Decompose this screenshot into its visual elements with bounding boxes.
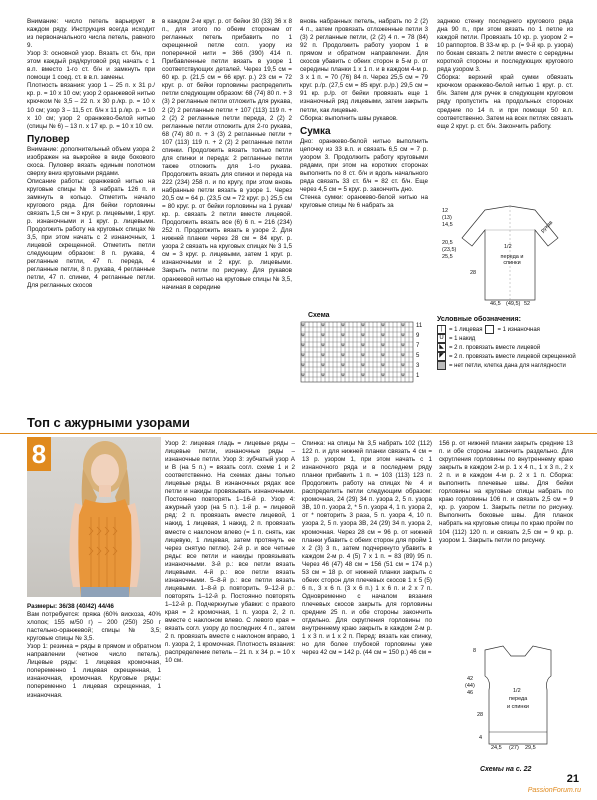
schema-row-numbers [416, 321, 422, 381]
bottom-diagram-num-44: (44) [465, 683, 475, 689]
schema-yarnover-mark: U [361, 372, 365, 377]
schema-yarnover-mark: U [361, 332, 365, 337]
k2tog-twisted-symbol-icon: ◤ [437, 352, 446, 361]
diagram-num-bottom-2: (49,5) [506, 301, 521, 307]
legend-item-k2tog: ◣ = 2 п. провязать вместе лицевой [437, 343, 577, 352]
schema-title: Схема [308, 312, 330, 319]
schema-yarnover-mark: U [401, 322, 405, 327]
schema-grid-svg [300, 321, 415, 383]
row-number: 11 [416, 323, 423, 329]
bottom-diagram-front: переда [509, 696, 528, 702]
diagram-label-front-back: переда и спинки [500, 254, 524, 266]
schema-yarnover-mark: U [341, 342, 345, 347]
row-number: 1 [416, 373, 420, 379]
schema-yarnover-mark: U [341, 332, 345, 337]
bag-wall-continued: заднюю стенку последнего кругового ряда дна 90 п., при этом вязать по 1 петле из каждой петли. Провязать 10 кр. р. узором 2 = 10 раппортов. В 33-м кр. р. (= 9-й кр. р. узора) по бокам связать 2 петли вместе с середины короткой стороны и последующих кругового ряда узором 3. [437, 18, 573, 74]
schema-yarnover-mark: U [361, 362, 365, 367]
schema-yarnover-mark: U [401, 342, 405, 347]
page-number: 21 [566, 773, 579, 785]
diagram-num-bottom-1: 46,5 [490, 301, 501, 307]
schema-yarnover-mark: U [381, 342, 385, 347]
pullover-description: Описание работы: оранжевой нитью на круговые спицы № 3 набрать 126 п. и замкнуть в кольцо. Отметить начало кругового ряда. Для бейки горловины связать 1,5 см = 3 круг. р. лицевыми, 1 круг. р. изнаночными и 1 круг. р. лицевыми. Продолжить работу на круговых спицах № 3,5, при этом начать с 2 изнаночных, 1 лицевой скрещенной. Отметить петли следующим образом: 8 п. рукава, 4 регланные петли, 47 п. переда, 4 регланные петли, 8 п. рукава, 4 регланные петли, 47 п. спинки, 4 регланные петли. Для регланных скосов [27, 177, 155, 290]
bag-wall-text: Стенка сумки: оранжево-белой нитью на круговые спицы № 6 набрать за [300, 193, 428, 209]
top-pattern-diagram [455, 640, 573, 765]
row-number: 5 [416, 353, 420, 359]
bottom-diagram-num-28: 28 [477, 712, 484, 718]
gauge-paragraph: Плотность вязания: узор 1 – 25 п. х 31 р./кр. р. = 10 х 10 см; узор 2 оранжевой нитью крючком № 3,5 – 22 п. х 30 р./кр. р. = 10 х 10 см; узор 3 – 11,5 ст. б/н х 11 р./кр. р. = 10 х 10 см; узор 2 оранжево-белой нитью (спицы № 6) – 13 п. х 17 кр. р. = 10 х 10 см. [27, 82, 155, 130]
schema-yarnover-mark: U [301, 362, 305, 367]
schemes-reference: Схемы на с. 22 [480, 766, 532, 773]
patterns-text: Узор 2: лицевая гладь = лицевые ряды – лицевые петли, изнаночные ряды – изнаночные петли. Узор 3: зубчатый узор A и B (на 5 п.) = вязать согл. схеме 1 и 2 соответственно. На схемах даны только лицевые ряды. В изнаночных рядах все петли и накиды провязывать изнаночными. Постоянно повторять 1–16-й р. Узор 4: ажурный узор (на 5 п.). 1-й р. = лицевой ряд: 2 п. провязать вместе лицевой, 1 накид, 1 лицевая, 1 накид, 2 п. провязать вместе с наклоном влево (= 1 п. снять, как лицевую, 1 лицевая, затем протянуть ее через снятую петлю). 2-й р. и все четные ряды: все петли и накиды провязывать изнаночными. 3-й р.: все петли вязать лицевыми. 4-й р.: все петли вязать изнаночными. 5–8-й р.: все петли вязать лицевыми. 1–8-й р. повторить. 9–12-й р.: повторять 1–12-й р. Постоянно повторять 1–12-й р. Подчеркнутые убавки: с правого края = 2 кромочная, 1 п. узора 2, 2 п. вместе с наклоном влево. С левого края = вязать согл. узору до последних 4 п., затем 2 п. провязать вместе с наклоном вправо, 1 п. узора 2, 1 кромочная. Плотность вязания: распределение петель – 21 п. х 34 р. = 10 х 10 см. [165, 440, 295, 665]
diagram-num-left-3: 14,5 [442, 222, 453, 228]
schema-yarnover-mark: U [361, 342, 365, 347]
bottom-diagram-num-295: 29,5 [525, 745, 536, 751]
legend-item-k2tog-twisted: ◤ = 2 п. провязать вместе лицевой скрещенной [437, 352, 577, 361]
schema-yarnover-mark: U [301, 342, 305, 347]
diagram-label-half: 1/2 [504, 244, 512, 250]
no-stitch-symbol-icon [437, 361, 446, 370]
diagram-num-bottom-3: 52 [524, 301, 531, 307]
schema-yarnover-mark: U [341, 372, 345, 377]
model-photo [27, 437, 161, 597]
diagram-num-left-7: 25,5 [442, 254, 453, 260]
schema-yarnover-mark: U [381, 362, 385, 367]
purl-symbol-icon [485, 325, 494, 334]
pullover-pattern-diagram [440, 200, 575, 308]
column-1-bottom [27, 603, 161, 700]
banner-title: Топ с ажурными узорами [27, 415, 190, 430]
bottom-diagram-back: и спинки [507, 704, 529, 710]
diagram-num-left-5: 20,5 [442, 240, 453, 246]
schema-yarnover-mark: U [321, 332, 325, 337]
schema-chart [300, 312, 430, 384]
schema-yarnover-mark: U [341, 322, 345, 327]
legend-item-yarnover: U = 1 накид [437, 334, 577, 343]
back-front-text: Спинка: на спицы № 3,5 набрать 102 (112) 122 п. и для нижней планки связать 4 см = 13 р. узором 1, при этом начать с 1 изнаночного ряда и в последнем ряду планки прибавить 1 п. = 103 (113) 123 п. Продолжить работу на спицах № 4 и распределить петли следующим образом: кромочная, 24 (29) 34 п. узора 2, 5 п. узора 3B, 10 п. узора 2, * 5 п. узора 4, 1 п. узора 2, от * повторить 3 раза, 5 п. узора 4, 10 п. узора 2, 5 п. узора 3B, 24 (29) 34 п. узора 2, кромочная. Через 28 см = 96 р. от нижней планки убавить с обеих сторон для пройм 1 х 2 (3) 3 п., затем подчеркнуто убавить в каждом 2-м р. 4 (5) 7 х 1 п. = 83 (89) 95 п. Через 46 (47) 48 см = 156 (51 см = 174 р.) 53 см = 18 р. от нижней планки закрыть с обеих сторон для плечевых скосов 1 х 5 (5) 6 п., 3 х 6 п. (3 х 6 п.) 1 х 6 п. и 2 х 7 п. Одновременно с началом вязания плечевых скосов закрыть для горловины средние 25 п. и обе стороны закончить отдельно. Для скругления горловины по внутреннему краю закрыть в каждом 2-м р. 1 х 3 п. и 1 х 2 п. Перед: вязать как спинку, но для более глубокой горловины уже через 42 см = 142 р. (44 см = 150 р.) 46 см = [302, 440, 432, 657]
bottom-diagram-half: 1/2 [513, 688, 521, 694]
legend-title: Условные обозначения: [437, 316, 521, 323]
bottom-diagram-num-27: (27) [509, 745, 519, 751]
schema-yarnover-mark: U [301, 372, 305, 377]
site-watermark: PassionForum.ru [527, 787, 581, 794]
assembly-top-text: 156 р. от нижней планки закрыть средние 13 п. и обе стороны закончить раздельно. Для скругления горловины по внутреннему краю закрыть в каждом 2-м р. 1 х 4 п., 1 х 3 п., 2 х 2 п. и в каждом 4-м р. 2 х 1 п. Сборка: выполнить плечевые швы. Для бейки горловины на круговые спицы набрать по краю горловины 106 п. и связать 2,5 см = 9 кр. р. узором 1. Закрыть петли по рисунку. Выполнить боковые швы. Для планок набрать на круговые спицы по краю пройм по 104 (112) 120 п. и связать 2,5 см = 9 кр. р. узором 1. Закрыть петли по рисунку. [439, 440, 573, 544]
materials-text: Вам потребуется: пряжа (60% вискоза, 40% хлопок; 155 м/50 г) – 200 (250) 250 г пастельно-оранжевой; спицы № 3,5; круговые спицы № 3,5. [27, 611, 161, 643]
schema-yarnover-mark: U [301, 332, 305, 337]
schema-yarnover-mark: U [401, 352, 405, 357]
schema-yarnover-mark: U [321, 362, 325, 367]
bag-assembly: Сборка: верхний край сумки обвязать крючком оранжево-белой нитью 1 круг. р. ст. б/н. Затем для ручек в следующем круговом ряду пропустить на продольных сторонах средние по 14 п. и при помощи 50 в.п. соответственно. Затем на всех петлях связать еще 2 круг. р. ст. б/н. Закончить работу. [437, 74, 573, 130]
diagram-label-sleeve: рукав [539, 219, 555, 235]
row-number: 3 [416, 363, 420, 369]
note-paragraph: Внимание: число петель варьирует в каждом ряду. Инструкция всегда исходит из первоначального числа петель, равного 9. [27, 18, 155, 50]
schema-yarnover-mark: U [401, 332, 405, 337]
section-banner [0, 412, 597, 434]
pullover-note: Внимание: дополнительный объем узора 2 изображен на выкройке в виде бокового скоса. Пуловер вязать единым полотном сверху вниз круговыми рядами. [27, 145, 155, 177]
pullover-continued: в каждом 2-м круг. р. от бейки 30 (33) 36 х 8 п., для этого по обеим сторонам от регланных петель прибавить по 1 скрещенной петле согл. узору из поперечной нити = 366 (390) 414 п. Прибавленные петли вязать в узоре 1 соответствующих деталей. Через 19,5 см = 60 кр. р. (21,5 см = 66 круг. р.) 23 см = 72 круг. р. от бейки горловины распределить петли следующим образом: 68 (74) 80 п. + 3 (3) 2 регланные петли отложить для рукава, 2 (2) 2 регланные петли + 107 (113) 119 п. + 2 (2) 2 регланные петли переда, 2 (2) 2 регланные петли отложить для 2-го рукава, 68 (74) 80 п. + 3 (3) 2 регланные петли + 107 (113) 119 п. + 2 (2) 2 регланные петли спинки. Продолжить вязать только петли для спинки и переда: 2 регланные петли также отложить для 1-го рукава. Продолжить вязать для спинки и переда на 222 (234) 258 п. и по кругу, при этом вновь набранные петли вязать в узоре 1. Через 20,5 см = 64 р. (23,5 см = 72 круг. р.) 25,5 см = 80 круг. р. от бейки горловины на 1 рукав/кр. р. связать 2 петли вместе лицевой. Продолжить вязать все (6) 6 п. = 216 (234) 252 п. Продолжить вязать в узоре 2. Для нижней планки через 28 см = 84 круг. р. узора 2 связать на круговых спицах № 3 1,5 см = 3 круг. р. лицевыми, затем 1 круг. р. изнаночными и 2 круг. р. лицевыми. Закрыть петли по рисунку. Для рукавов оранжевой нитью на круговые спицы № 3,5, начиная в середине [162, 18, 292, 291]
schema-yarnover-mark: U [381, 332, 385, 337]
schema-yarnover-mark: U [381, 322, 385, 327]
column-2-bottom [165, 440, 295, 665]
column-2-top [162, 18, 292, 292]
schema-yarnover-mark: U [301, 322, 305, 327]
schema-yarnover-mark: U [321, 342, 325, 347]
schema-yarnover-mark: U [381, 372, 385, 377]
bottom-diagram-num-8: 8 [473, 648, 477, 654]
bag-title: Сумка [300, 125, 331, 137]
schema-yarnover-mark: U [321, 352, 325, 357]
column-4-bottom [439, 440, 573, 545]
legend-item-knit: | = 1 лицевая = 1 изнаночная [437, 325, 577, 334]
bottom-diagram-num-4: 4 [479, 735, 483, 741]
column-4-top [437, 18, 573, 131]
diagram-num-left-2: (13) [442, 215, 452, 221]
diagram-num-left-4: 28 [470, 270, 477, 276]
bottom-diagram-num-46: 46 [467, 690, 474, 696]
pattern-1-text: Узор 1: резинка = ряды в прямом и обратном направлении (четное число петель). Лицевые ряды: 1 лицевая кромочная, попеременно 1 лицевая скрещенная, 1 изнаночная, кромочная. Круговые ряды: попеременно 1 лицевая скрещенная, 1 изнаночная. [27, 643, 161, 699]
legend-item-no-stitch: = нет петли, клетка дана для наглядности [437, 361, 577, 370]
row-number: 9 [416, 333, 420, 339]
schema-yarnover-mark: U [341, 362, 345, 367]
k2tog-symbol-icon: ◣ [437, 343, 446, 352]
bag-bottom-text: Дно: оранжево-белой нитью выполнить цепочку из 33 в.п. и связать 6,5 см = 7 р. узором 3. Продолжить работу круговыми рядами, при этом на коротких сторонах выполнить по 8 ст. б/н и вдоль начального ряда связать 33 ст. б/н = 82 ст. б/н. Еще через 4,5 см = 5 круг. р. закончить дно. [300, 137, 428, 193]
schema-yarnover-mark: U [361, 352, 365, 357]
pattern-number-badge: 8 [27, 437, 51, 471]
knit-symbol-icon: | [437, 325, 446, 334]
schema-yarnover-mark: U [361, 322, 365, 327]
sleeve-text: вновь набранных петель, набрать по 2 (2) 4 п., затем провязать отложенные петли 3 (3) 2 регланные петли, (2 (2) 4 п. = 78 (84) 92 п. Продолжить работу узором 1 в прямом и обратном направлении. Для скосов убавить с обеих сторон в 5-м р. от середины планки 1 х 1 п. и в каждом 4-м р. 3 х 1 п. = 70 (76) 84 п. Через 25,5 см = 79 круг. р./р. (27,5 см = 85 круг. р./р.) 29,5 см = 91 кр. р./р. от бейки провязать еще 1 изнаночный ряд лицевыми, затем закрыть петли, как лицевые. [300, 18, 428, 114]
banner-divider [0, 433, 597, 434]
column-3-top [300, 18, 428, 210]
diagram-num-left-1: 12 [442, 208, 449, 214]
schema-yarnover-mark: U [401, 372, 405, 377]
pullover-title: Пуловер [27, 133, 70, 145]
schema-yarnover-mark: U [341, 352, 345, 357]
legend [437, 316, 577, 370]
diagram-num-left-6: (23,5) [442, 247, 457, 253]
column-1-top [27, 18, 155, 291]
bottom-diagram-num-245: 24,5 [491, 745, 502, 751]
bottom-diagram-num-42: 42 [467, 676, 474, 682]
schema-yarnover-mark: U [321, 372, 325, 377]
column-3-bottom [302, 440, 432, 657]
schema-yarnover-mark: U [401, 362, 405, 367]
assembly-text: Сборка: выполнить швы рукавов. [300, 114, 398, 122]
schema-yarnover-mark: U [381, 352, 385, 357]
sizes-text: Размеры: 36/38 (40/42) 44/46 [27, 603, 114, 610]
pattern-3-paragraph: Узор 3: основной узор. Вязать ст. б/н, при этом каждый ряд/круговой ряд начать с 1 в.п. вместо 1-го ст. б/н и замкнуть при помощи 1 соед. ст. в в.п. замены. [27, 50, 155, 82]
schema-yarnover-mark: U [321, 322, 325, 327]
yarnover-symbol-icon: U [437, 334, 446, 343]
schema-yarnover-mark: U [301, 352, 305, 357]
row-number: 7 [416, 343, 420, 349]
